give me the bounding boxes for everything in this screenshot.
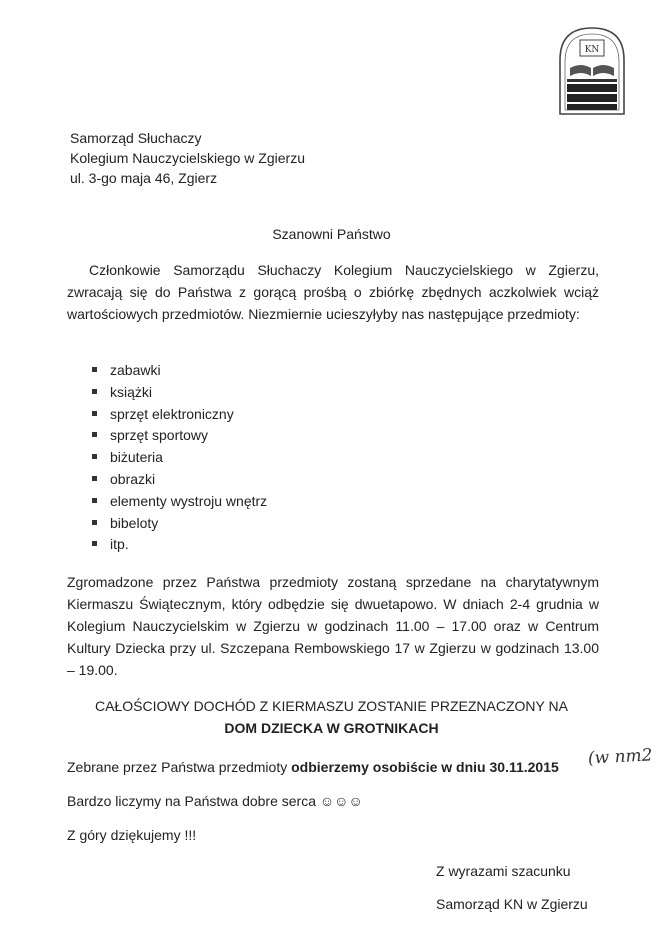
svg-text:KN: KN [584, 45, 600, 55]
intro-paragraph: Członkowie Samorządu Słuchaczy Kolegium Nauczycielskiego w Zgierzu, zwracają się do Państwa z gorącą prośbą o zbiórkę zbędnych aczkolwiek wciąż wartościowych przedmiotów. Niezmiernie ucieszyłyby nas następujące przedmioty: [67, 262, 599, 322]
college-emblem-icon [556, 24, 628, 116]
thanks-line: Z góry dziękujemy !!! [67, 827, 197, 843]
proceeds-headline: CAŁOŚCIOWY DOCHÓD Z KIERMASZU ZOSTANIE PRZEZNACZONY NA [95, 698, 568, 714]
closing-regards: Z wyrazami szacunku [436, 863, 571, 879]
hearts-line: Bardzo liczymy na Państwa dobre serca ☺☺☺ [67, 793, 363, 809]
collection-text: Zebrane przez Państwa przedmioty [67, 759, 292, 775]
collection-line [67, 756, 559, 778]
list-item: bibeloty [92, 513, 267, 535]
address-line: ul. 3-go maja 46, Zgierz [70, 170, 218, 186]
list-item: książki [92, 382, 267, 404]
address-line: Samorząd Słuchaczy [70, 130, 202, 146]
list-item: sprzęt sportowy [92, 425, 267, 447]
list-item: obrazki [92, 469, 267, 491]
sender-address [70, 128, 470, 188]
collection-date: odbierzemy osobiście w dniu 30.11.2015 [291, 759, 559, 775]
address-line: Kolegium Nauczycielskiego w Zgierzu [70, 150, 305, 166]
beneficiary-headline: DOM DZIECKA W GROTNIKACH [224, 720, 439, 736]
handwritten-note: (w nm2 [587, 745, 653, 769]
list-item: itp. [92, 534, 267, 556]
list-item: biżuteria [92, 447, 267, 469]
fair-paragraph: Zgromadzone przez Państwa przedmioty zostaną sprzedane na charytatywnym Kiermaszu Świątecznym, który odbędzie się dwuetapowo. W dniach 2-4 grudnia w Kolegium Nauczycielskim w Zgierzu w godzinach 11.00 – 17.00 oraz w Centrum Kultury Dziecka przy ul. Szczepana Rembowskiego 17 w Zgierzu w godzinach 13.00 – 19.00. [67, 574, 599, 678]
list-item: sprzęt elektroniczny [92, 404, 267, 426]
salutation: Szanowni Państwo [272, 226, 391, 242]
closing-signature: Samorząd KN w Zgierzu [436, 896, 588, 912]
list-item: zabawki [92, 360, 267, 382]
items-list [92, 360, 267, 556]
list-item: elementy wystroju wnętrz [92, 491, 267, 513]
